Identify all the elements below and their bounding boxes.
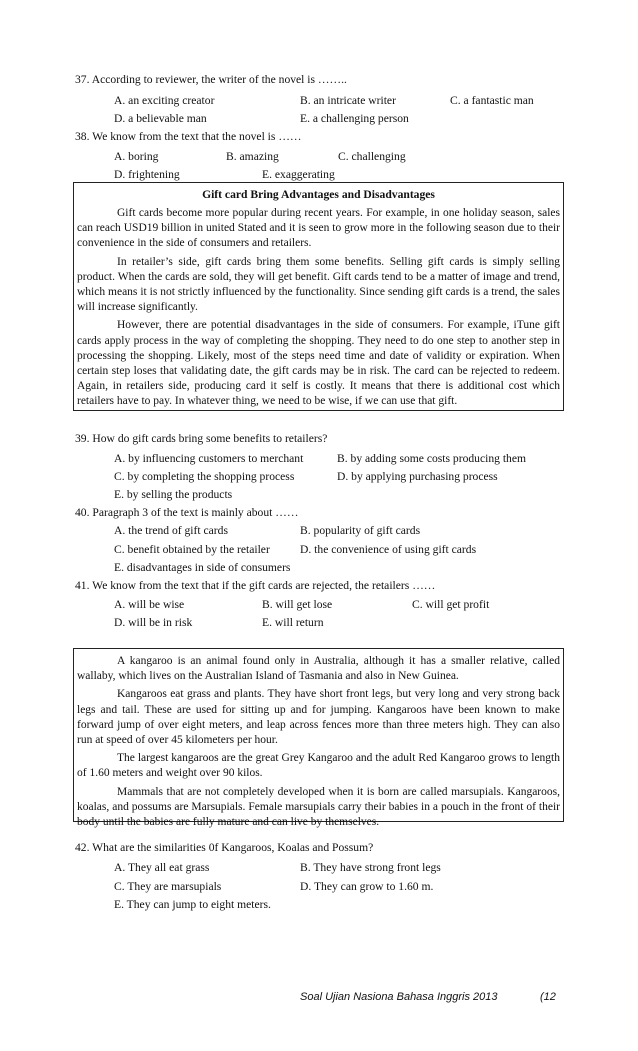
passage-paragraph: Mammals that are not completely developed when it is born are called marsupials. Kangaroos, koalas, and possums are Marsupials. Female marsupials carry their babies in a pouch in the front of their body until the babies are fully mature and can live by themselves. (77, 785, 560, 829)
q41-option-b: B. will get lose (262, 598, 333, 611)
q38-option-d: D. frightening (114, 168, 180, 181)
q37-option-a: A. an exciting creator (114, 94, 215, 107)
passage-paragraph: In retailer’s side, gift cards bring them some benefits. Selling gift cards is simply selling product. When the cards are sold, they will get benefit. Gift cards tend to be a matter of image and trend, which means it is not strictly influenced by the functionality. Since sending gift cards is a trend, the sales will increase significantly. (77, 255, 560, 314)
q41-option-c: C. will get profit (412, 598, 490, 611)
q42-option-b: B. They have strong front legs (300, 861, 441, 874)
q37-option-c: C. a fantastic man (450, 94, 534, 107)
q38-option-e: E. exaggerating (262, 168, 335, 181)
q37-option-b: B. an intricate writer (300, 94, 396, 107)
q39-option-d: D. by applying purchasing process (337, 470, 498, 483)
q37-option-d: D. a believable man (114, 112, 207, 125)
q40-option-b: B. popularity of gift cards (300, 524, 421, 537)
q40-option-e: E. disadvantages in side of consumers (114, 561, 291, 574)
q40-option-c: C. benefit obtained by the retailer (114, 543, 270, 556)
q38-option-c: C. challenging (338, 150, 406, 163)
page-number: (12 (540, 991, 556, 1003)
q40-option-a: A. the trend of gift cards (114, 524, 228, 537)
passage-title: Gift card Bring Advantages and Disadvantages (202, 188, 435, 201)
passage-paragraph: However, there are potential disadvantages in the side of consumers. For example, iTune gift cards apply process in the way of completing the shopping. They need to do one step to another step in processing the shopping. Likely, most of the steps need time and date of validity or expiration. When certain step loses that validating date, the gift cards may be in risk. The card can be rejected to redeem. Again, in retailers side, producing card it self is costly. It means that there is additional cost which retailers have to pay. In whatever thing, we need to be wise, if we can use that gift. (77, 319, 560, 408)
q39-option-b: B. by adding some costs producing them (337, 452, 527, 465)
q38-option-a: A. boring (114, 150, 159, 163)
passage-paragraph: Gift cards become more popular during recent years. For example, in one holiday season, sales can reach USD19 billion in united Stated and it is seen to grow more in the following season due to their convenience in the side of consumers and retailers. (77, 207, 560, 250)
question-39: 39. How do gift cards bring some benefits to retailers? (75, 432, 328, 445)
footer-title: Soal Ujian Nasiona Bahasa Inggris 2013 (300, 991, 498, 1003)
q39-option-e: E. by selling the products (114, 488, 233, 501)
question-38: 38. We know from the text that the novel is …… (75, 130, 302, 143)
q42-option-a: A. They all eat grass (114, 861, 210, 874)
passage-paragraph: A kangaroo is an animal found only in Australia, although it has a smaller relative, called wallaby, which lives on the Australian Island of Tasmania and also in New Guinea. (77, 655, 560, 683)
q39-option-a: A. by influencing customers to merchant (114, 452, 304, 465)
q42-option-d: D. They can grow to 1.60 m. (300, 880, 434, 893)
q42-option-c: C. They are marsupials (114, 880, 222, 893)
question-40: 40. Paragraph 3 of the text is mainly about …… (75, 506, 299, 519)
question-41: 41. We know from the text that if the gift cards are rejected, the retailers …… (75, 579, 436, 592)
q41-option-e: E. will return (262, 616, 324, 629)
q37-option-e: E. a challenging person (300, 112, 409, 125)
question-42: 42. What are the similarities 0f Kangaroos, Koalas and Possum? (75, 841, 374, 854)
question-37: 37. According to reviewer, the writer of the novel is …….. (75, 73, 347, 86)
q42-option-e: E. They can jump to eight meters. (114, 898, 271, 911)
q39-option-c: C. by completing the shopping process (114, 470, 295, 483)
passage-gift-cards (73, 182, 564, 411)
q40-option-d: D. the convenience of using gift cards (300, 543, 477, 556)
passage-paragraph: The largest kangaroos are the great Grey Kangaroo and the adult Red Kangaroo grows to length of 1.60 meters and weight over 90 kilos. (77, 752, 560, 780)
passage-paragraph: Kangaroos eat grass and plants. They have short front legs, but very long and very strong back legs and tail. These are used for sitting up and for jumping. Kangaroos have been known to make forward jump of over eight meters, and leap across fences more than three meters high. They can also run at speed of over 45 kilometers per hour. (77, 688, 560, 747)
q38-option-b: B. amazing (226, 150, 279, 163)
q41-option-d: D. will be in risk (114, 616, 193, 629)
q41-option-a: A. will be wise (114, 598, 185, 611)
passage-kangaroo (73, 648, 564, 829)
